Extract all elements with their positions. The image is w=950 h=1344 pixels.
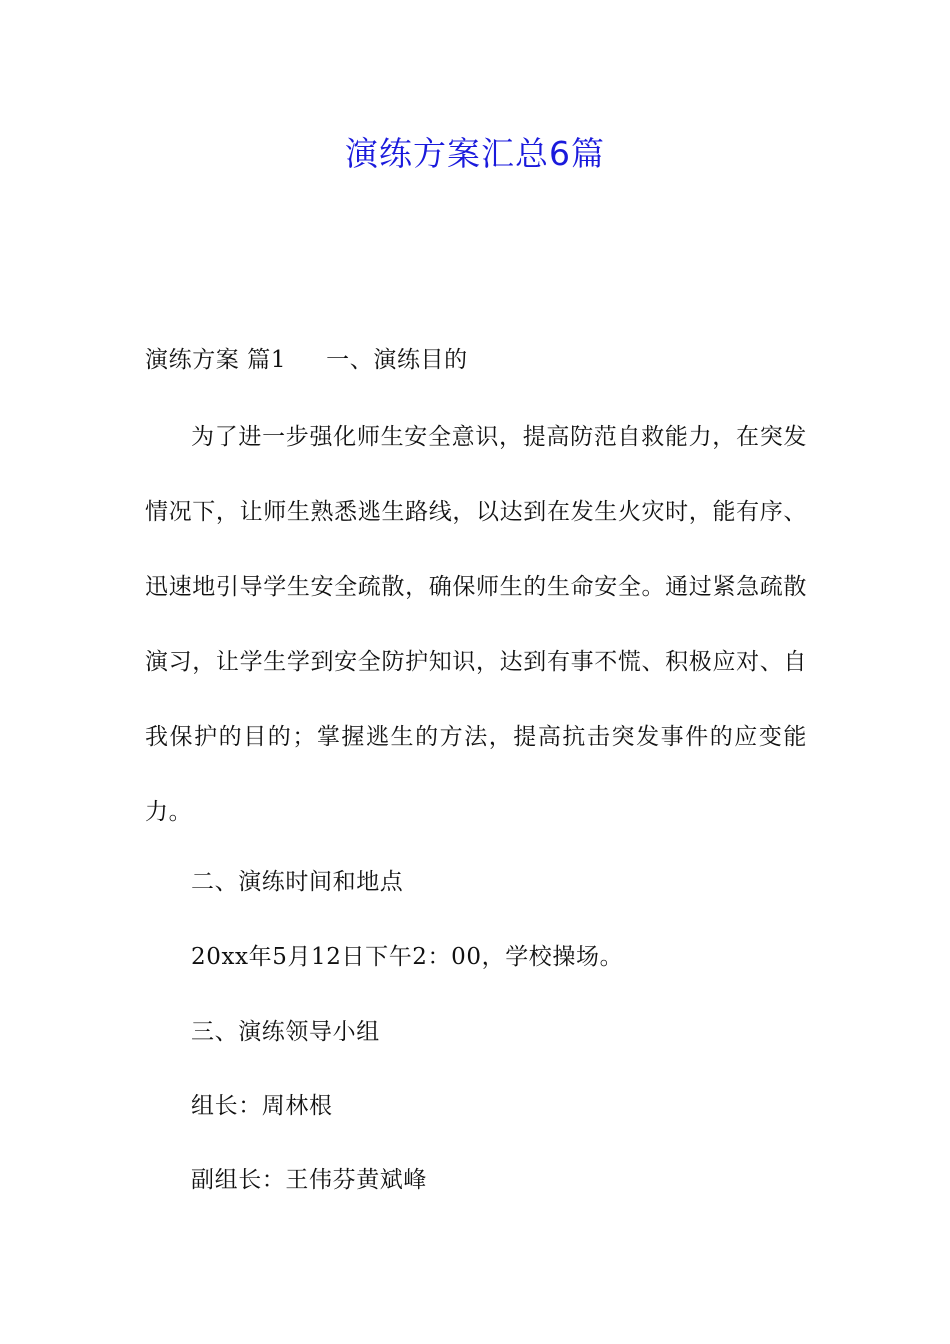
section-label: 演练方案 篇1 (145, 347, 287, 373)
paragraph-purpose: 为了进一步强化师生安全意识，提高防范自救能力，在突发情况下，让师生熟悉逃生路线，以达到在发生火灾时，能有序、迅速地引导学生安全疏散，确保师生的生命安全。通过紧急疏散演习，让学生学到安全防护知识，达到有事不慌、积极应对、自我保护的目的；掌握逃生的方法，提高抗击突发事件的应变能力。 (145, 424, 807, 825)
heading-purpose: 一、演练目的 (326, 347, 468, 373)
document-title: 演练方案汇总6篇 (345, 134, 605, 173)
deputy-group-leader: 副组长：王伟芬黄斌峰 (191, 1167, 427, 1193)
heading-time-place: 二、演练时间和地点 (191, 869, 404, 895)
group-leader: 组长：周林根 (191, 1093, 333, 1119)
time-place-text: 20xx年5月12日下午2：00，学校操场。 (191, 944, 624, 970)
heading-leadership-group: 三、演练领导小组 (191, 1019, 380, 1045)
section-header-line (145, 338, 805, 382)
